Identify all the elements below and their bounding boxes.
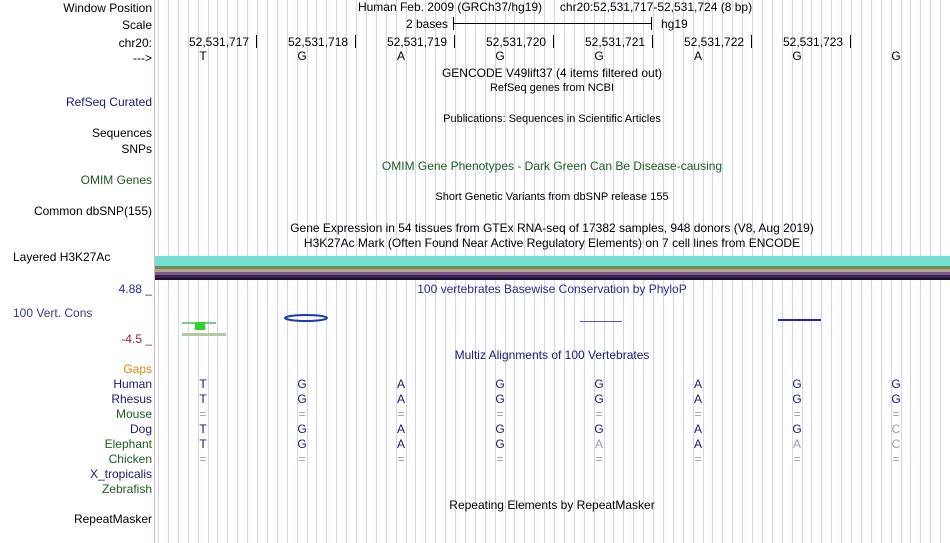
scale-db: hg19: [661, 17, 688, 31]
alignment-base: =: [793, 407, 801, 421]
refseq-title[interactable]: RefSeq genes from NCBI: [489, 82, 615, 94]
repeatmasker-title[interactable]: Repeating Elements by RepeatMasker: [449, 498, 655, 512]
species-label[interactable]: Human: [113, 377, 152, 391]
phylop-title[interactable]: 100 vertebrates Basewise Conservation by PhyloP: [417, 282, 687, 296]
alignment-base: A: [693, 422, 702, 436]
alignment-base: T: [199, 437, 207, 451]
position-tick: [256, 35, 257, 48]
alignment-base: =: [496, 452, 504, 466]
species-label[interactable]: Mouse: [115, 407, 152, 421]
conservation-logos: [155, 310, 950, 340]
scale-bar-left-cap: [453, 17, 454, 30]
position-label: 52,531,723: [783, 35, 844, 49]
repeatmasker-label[interactable]: RepeatMasker: [73, 512, 152, 526]
gtex-title[interactable]: Gene Expression in 54 tissues from GTEx RNA-seq of 17382 samples, 948 donors (V8, Aug 2019): [290, 221, 814, 235]
alignment-base: A: [693, 392, 702, 406]
h3k27ac-signal[interactable]: [155, 256, 950, 280]
alignment-base: G: [495, 392, 505, 406]
alignment-base: A: [396, 422, 405, 436]
alignment-base: =: [298, 452, 306, 466]
alignment-base: =: [694, 452, 702, 466]
alignment-base: A: [396, 392, 405, 406]
species-label[interactable]: X_tropicalis: [89, 467, 152, 481]
alignment-base: G: [594, 422, 604, 436]
alignment-base: G: [792, 422, 802, 436]
reference-base: A: [396, 49, 405, 63]
alignment-base: G: [297, 422, 307, 436]
alignment-base: =: [199, 452, 207, 466]
window-position-label: Window Position: [63, 1, 152, 15]
alignment-base: G: [891, 392, 901, 406]
dbsnp-label[interactable]: Common dbSNP(155): [33, 204, 152, 218]
scale-bar: [453, 23, 651, 24]
chr-label: chr20:: [118, 36, 152, 50]
reference-base: G: [594, 49, 604, 63]
alignment-base: G: [792, 377, 802, 391]
alignment-base: A: [396, 377, 405, 391]
reference-base: G: [792, 49, 802, 63]
refseq-label[interactable]: RefSeq Curated: [65, 95, 152, 109]
alignment-base: G: [297, 377, 307, 391]
species-label[interactable]: Elephant: [104, 437, 152, 451]
alignment-base: C: [891, 422, 901, 436]
gencode-title[interactable]: GENCODE V49lift37 (4 items filtered out): [441, 66, 663, 80]
alignment-base: A: [693, 437, 702, 451]
species-label[interactable]: Rhesus: [111, 392, 152, 406]
h3k27ac-layer-base: [155, 278, 950, 280]
alignment-base: G: [792, 392, 802, 406]
reference-base: G: [495, 49, 505, 63]
scale-label: Scale: [121, 18, 152, 32]
alignment-base: C: [891, 437, 901, 451]
species-label[interactable]: Zebrafish: [101, 482, 152, 496]
h3k27ac-label[interactable]: Layered H3K27Ac: [13, 250, 111, 264]
multiz-title[interactable]: Multiz Alignments of 100 Vertebrates: [454, 348, 650, 362]
position-label: 52,531,722: [684, 35, 745, 49]
alignment-base: T: [199, 422, 207, 436]
phylop-max-label: 4.88 _: [118, 282, 152, 296]
alignment-base: =: [199, 407, 207, 421]
position-label: 52,531,721: [585, 35, 646, 49]
position-title: chr20:52,531,717-52,531,724 (8 bp): [559, 0, 753, 14]
position-label: 52,531,719: [387, 35, 448, 49]
alignment-base: =: [595, 407, 603, 421]
h3k27ac-title[interactable]: H3K27Ac Mark (Often Found Near Active Regulatory Elements) on 7 cell lines from ENCODE: [303, 236, 801, 250]
sequences-label[interactable]: Sequences: [91, 126, 152, 140]
scale-text: 2 bases: [405, 17, 449, 31]
publications-title[interactable]: Publications: Sequences in Scientific Articles: [443, 113, 661, 125]
alignment-base: =: [496, 407, 504, 421]
alignment-base: A: [792, 437, 801, 451]
snps-label[interactable]: SNPs: [121, 142, 152, 156]
position-tick: [355, 35, 356, 48]
dbsnp-title[interactable]: Short Genetic Variants from dbSNP release 155: [435, 191, 669, 203]
position-tick: [652, 35, 653, 48]
position-label: 52,531,717: [189, 35, 250, 49]
alignment-base: G: [891, 377, 901, 391]
position-tick: [850, 35, 851, 48]
gaps-label[interactable]: Gaps: [123, 362, 152, 376]
alignment-base: =: [793, 452, 801, 466]
h3k27ac-layer-cyan: [155, 256, 950, 266]
species-label[interactable]: Chicken: [108, 452, 152, 466]
alignment-base: G: [495, 437, 505, 451]
alignment-base: G: [594, 392, 604, 406]
reference-base: A: [693, 49, 702, 63]
alignment-base: =: [892, 452, 900, 466]
position-label: 52,531,720: [486, 35, 547, 49]
omim-label[interactable]: OMIM Genes: [80, 173, 152, 187]
alignment-base: =: [595, 452, 603, 466]
strand-label: --->: [133, 51, 152, 65]
track-label-column: [0, 0, 154, 543]
position-tick: [454, 35, 455, 48]
alignment-base: A: [693, 377, 702, 391]
alignment-base: T: [199, 377, 207, 391]
reference-base: T: [199, 49, 207, 63]
browser-track-area[interactable]: [155, 0, 950, 543]
alignment-base: =: [397, 452, 405, 466]
cons-label[interactable]: 100 Vert. Cons: [13, 306, 93, 320]
alignment-base: G: [297, 392, 307, 406]
alignment-base: G: [495, 422, 505, 436]
assembly-title: Human Feb. 2009 (GRCh37/hg19): [357, 0, 543, 14]
alignment-base: =: [694, 407, 702, 421]
phylop-min-label: -4.5 _: [121, 332, 152, 346]
alignment-base: T: [199, 392, 207, 406]
scale-bar-right-cap: [651, 17, 652, 30]
position-tick: [751, 35, 752, 48]
alignment-base: A: [594, 437, 603, 451]
alignment-base: =: [298, 407, 306, 421]
alignment-base: =: [397, 407, 405, 421]
species-label[interactable]: Dog: [129, 422, 152, 436]
alignment-base: G: [594, 377, 604, 391]
alignment-base: G: [297, 437, 307, 451]
omim-title[interactable]: OMIM Gene Phenotypes - Dark Green Can Be Disease-causing: [381, 159, 723, 173]
reference-base: G: [297, 49, 307, 63]
alignment-base: =: [892, 407, 900, 421]
position-tick: [553, 35, 554, 48]
alignment-base: G: [495, 377, 505, 391]
reference-base: G: [891, 49, 901, 63]
alignment-base: A: [396, 437, 405, 451]
position-label: 52,531,718: [288, 35, 349, 49]
